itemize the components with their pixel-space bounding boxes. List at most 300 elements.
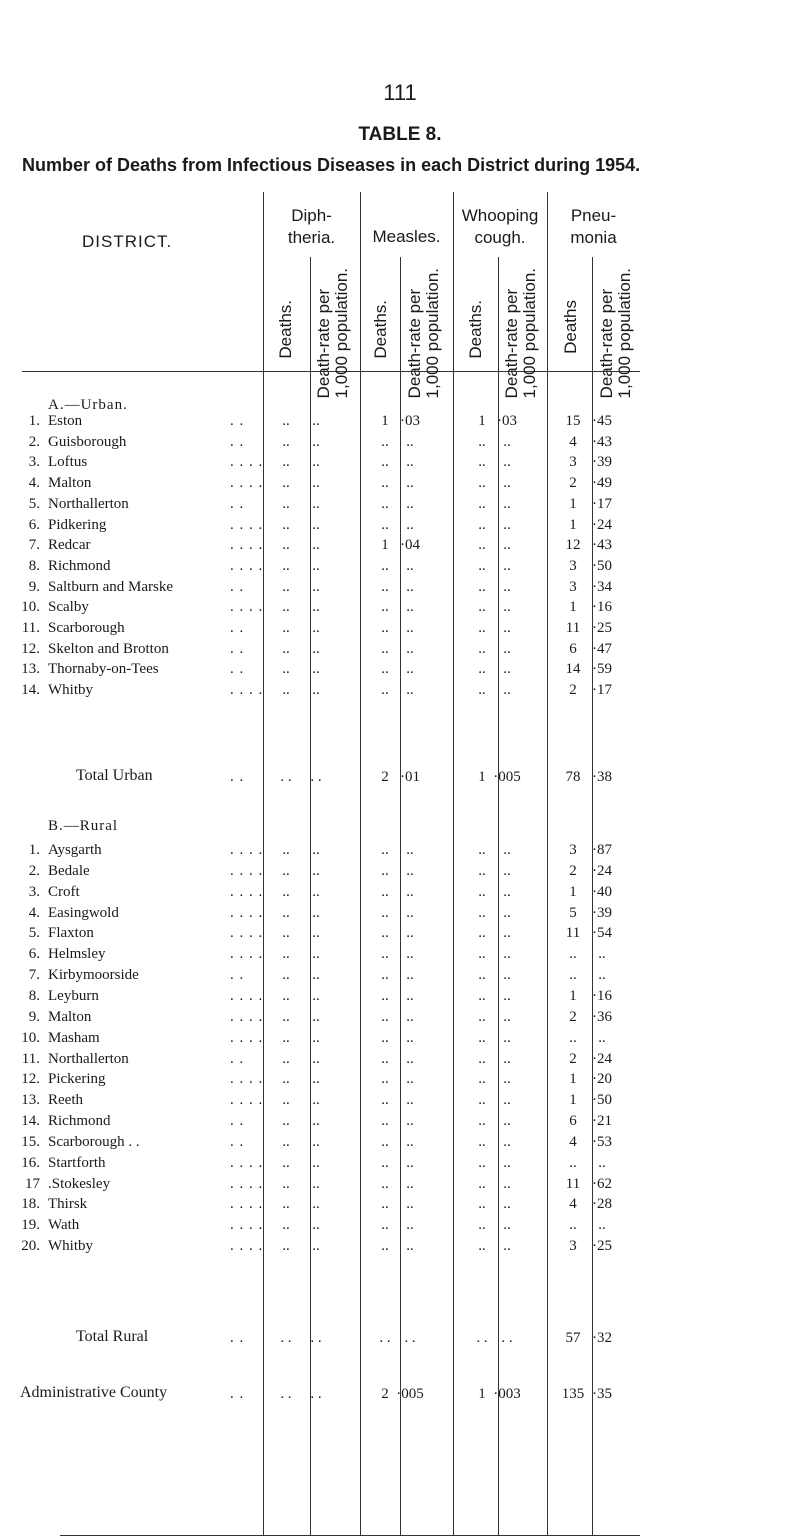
district-name: Whitby	[48, 682, 93, 699]
table-row	[0, 1153, 800, 1173]
cell-value: ·25	[592, 620, 612, 636]
cell-value: ..	[312, 1092, 320, 1109]
row-number: 4.	[28, 475, 40, 492]
cell-value: ·40	[592, 883, 612, 900]
cell-value: . .	[280, 1386, 292, 1402]
cell-value: 78	[565, 769, 581, 785]
cell-value: 4	[569, 433, 577, 450]
cell-value: ..	[282, 578, 290, 595]
cell-value: ..	[478, 1133, 486, 1150]
district-name: Eston	[48, 413, 83, 429]
cell-value: ..	[478, 682, 486, 699]
district-name: Leyburn	[48, 987, 99, 1004]
cell-value: ·43	[592, 433, 612, 450]
cell-value: ..	[312, 640, 320, 657]
cell-value: ..	[381, 640, 389, 657]
cell-value: 3	[569, 842, 577, 858]
table-row	[0, 1111, 800, 1131]
district-name: Masham	[48, 1029, 100, 1046]
table-row	[0, 680, 800, 700]
cell-value: ..	[282, 495, 290, 512]
cell-value: ..	[381, 1050, 389, 1067]
cell-value: ..	[381, 1175, 389, 1192]
leader-dots: . . . .	[230, 557, 264, 574]
cell-value: ..	[381, 883, 389, 900]
cell-value: ..	[406, 1071, 414, 1088]
cell-value: ..	[503, 1133, 511, 1150]
cell-value: ..	[569, 1029, 577, 1046]
table-row	[0, 535, 800, 555]
cell-value: . .	[379, 1330, 391, 1346]
cell-value: ..	[503, 862, 511, 879]
cell-value: 1	[569, 883, 577, 900]
cell-value: ..	[503, 516, 511, 533]
cell-value: ..	[406, 1113, 414, 1130]
cell-value: ..	[503, 987, 511, 1004]
cell-value: ·03	[400, 413, 420, 429]
cell-value: ..	[381, 925, 389, 942]
table-row	[0, 1028, 800, 1048]
row-number: 20.	[21, 1238, 40, 1255]
district-name: Bedale	[48, 862, 90, 879]
cell-value: ..	[569, 1217, 577, 1234]
district-name: Helmsley	[48, 946, 106, 963]
cell-value: ..	[282, 661, 290, 678]
cell-value: ..	[282, 987, 290, 1004]
cell-value: ·03	[497, 413, 517, 429]
cell-value: ..	[381, 578, 389, 595]
cell-value: ..	[478, 987, 486, 1004]
leader-dots: . .	[230, 1133, 245, 1150]
cell-value: 135	[561, 1386, 585, 1402]
cell-value: ..	[282, 1217, 290, 1234]
leader-dots: . .	[230, 495, 245, 512]
row-number: 3.	[28, 454, 40, 471]
table-row	[0, 515, 800, 535]
leader-dots: . . . .	[230, 987, 264, 1004]
cell-value: ·38	[592, 769, 612, 785]
cell-value: ..	[381, 842, 389, 858]
cell-value: ..	[282, 842, 290, 858]
row-number: 8.	[28, 557, 40, 574]
leader-dots: . . . .	[230, 904, 264, 921]
table-row	[0, 1236, 800, 1256]
table-subtitle: Number of Deaths from Infectious Diseases in each District during 1954.	[22, 155, 641, 175]
leader-dots: . . . .	[230, 1238, 264, 1255]
cell-value: ..	[503, 599, 511, 616]
cell-value: ·17	[592, 682, 612, 699]
cell-value: ..	[406, 578, 414, 595]
table-row	[0, 861, 800, 881]
district-name: Malton	[48, 1008, 92, 1025]
cell-value: ..	[381, 1071, 389, 1088]
cell-value: . .	[476, 1330, 488, 1346]
cell-value: ..	[312, 1133, 320, 1150]
cell-value: 1	[569, 987, 577, 1004]
leader-dots: . . . .	[230, 946, 264, 963]
cell-value: ..	[312, 557, 320, 574]
leader-dots: . . . .	[230, 516, 264, 533]
cell-value: ..	[503, 1008, 511, 1025]
cell-value: ..	[381, 946, 389, 963]
leader-dots: . . . .	[230, 1071, 264, 1088]
district-name: .Stokesley	[48, 1175, 111, 1192]
cell-value: 1	[569, 516, 577, 533]
header-death-rate: Death-rate per 1,000 population.	[597, 268, 634, 399]
cell-value: ..	[312, 1113, 320, 1130]
cell-value: ..	[312, 1050, 320, 1067]
cell-value: ..	[381, 1113, 389, 1130]
leader-dots: . . . .	[230, 599, 264, 616]
district-name: Loftus	[48, 454, 88, 471]
cell-value: ·62	[592, 1175, 612, 1192]
cell-value: ..	[478, 883, 486, 900]
row-number: 5.	[28, 495, 40, 512]
cell-value: ..	[282, 904, 290, 921]
cell-value: ..	[282, 1113, 290, 1130]
cell-value: ..	[381, 495, 389, 512]
cell-value: ..	[598, 946, 606, 963]
cell-value: ..	[478, 1050, 486, 1067]
row-number: 14.	[21, 682, 40, 699]
cell-value: ..	[381, 1029, 389, 1046]
cell-value: ..	[312, 883, 320, 900]
table-row	[0, 411, 800, 431]
cell-value: ..	[381, 1092, 389, 1109]
cell-value: ..	[282, 1050, 290, 1067]
cell-value: ..	[312, 599, 320, 616]
header-district: DISTRICT.	[82, 232, 173, 251]
table-row	[0, 494, 800, 514]
district-name: Kirbymoorside	[48, 967, 139, 984]
cell-value: ..	[312, 620, 320, 636]
table-row	[0, 556, 800, 576]
cell-value: ..	[569, 967, 577, 984]
table-row	[0, 1132, 800, 1152]
cell-value: ..	[598, 1029, 606, 1046]
county-label: Administrative County	[20, 1384, 168, 1401]
cell-value: ·003	[493, 1386, 521, 1402]
leader-dots: . .	[230, 578, 245, 595]
table-row	[0, 1069, 800, 1089]
cell-value: ·54	[592, 925, 612, 942]
cell-value: ..	[282, 682, 290, 699]
leader-dots: . .	[230, 413, 245, 429]
cell-value: 1	[569, 599, 577, 616]
cell-value: ..	[503, 537, 511, 554]
cell-value: ..	[282, 1092, 290, 1109]
table-row	[0, 1215, 800, 1235]
cell-value: ..	[282, 1008, 290, 1025]
cell-value: ·49	[592, 475, 612, 492]
leader-dots: . .	[230, 661, 245, 678]
cell-value: ..	[478, 1238, 486, 1255]
cell-value: ..	[312, 1196, 320, 1213]
cell-value: ..	[282, 413, 290, 429]
cell-value: ..	[406, 599, 414, 616]
cell-value: ..	[312, 495, 320, 512]
cell-value: ..	[503, 682, 511, 699]
cell-value: 2	[569, 862, 577, 879]
cell-value: ..	[312, 1008, 320, 1025]
district-name: Saltburn and Marske	[48, 578, 173, 595]
district-name: Richmond	[48, 557, 111, 574]
district-name: Pidkering	[48, 516, 107, 533]
cell-value: ..	[312, 516, 320, 533]
district-name: Aysgarth	[48, 842, 102, 858]
cell-value: 3	[569, 557, 577, 574]
cell-value: ..	[406, 1154, 414, 1171]
cell-value: ..	[381, 862, 389, 879]
cell-value: ..	[312, 433, 320, 450]
cell-value: ..	[503, 1154, 511, 1171]
table-row	[0, 1174, 800, 1194]
cell-value: ·28	[592, 1196, 612, 1213]
cell-value: ·47	[592, 640, 612, 657]
cell-value: ..	[282, 925, 290, 942]
cell-value: ..	[406, 620, 414, 636]
cell-value: ..	[381, 1133, 389, 1150]
cell-value: 3	[569, 454, 577, 471]
cell-value: ..	[381, 475, 389, 492]
cell-value: ..	[282, 640, 290, 657]
cell-value: ..	[282, 516, 290, 533]
cell-value: ..	[381, 557, 389, 574]
leader-dots: . .	[230, 1330, 245, 1346]
header-death-rate: Death-rate per 1,000 population.	[314, 268, 351, 399]
table-row	[0, 577, 800, 597]
row-number: 19.	[21, 1217, 40, 1234]
cell-value: ..	[282, 1029, 290, 1046]
cell-value: ..	[381, 1238, 389, 1255]
cell-value: ..	[312, 1175, 320, 1192]
leader-dots: . . . .	[230, 842, 264, 858]
table-row	[0, 597, 800, 617]
cell-value: ·87	[592, 842, 612, 858]
cell-value: . .	[280, 1330, 292, 1346]
cell-value: 3	[569, 1238, 577, 1255]
cell-value: ..	[381, 433, 389, 450]
cell-value: ..	[381, 1008, 389, 1025]
cell-value: ·16	[592, 987, 612, 1004]
cell-value: ..	[381, 620, 389, 636]
cell-value: ..	[312, 454, 320, 471]
header-deaths: Deaths.	[466, 300, 485, 359]
cell-value: 4	[569, 1196, 577, 1213]
cell-value: ..	[381, 661, 389, 678]
cell-value: ..	[312, 537, 320, 554]
cell-value: 1	[569, 1092, 577, 1109]
header-measles: Measles.	[372, 227, 441, 246]
district-name: Whitby	[48, 1238, 93, 1255]
cell-value: ·36	[592, 1008, 612, 1025]
district-name: Reeth	[48, 1092, 83, 1109]
cell-value: ..	[503, 1092, 511, 1109]
cell-value: ..	[312, 987, 320, 1004]
table-row	[0, 659, 800, 679]
cell-value: ..	[503, 620, 511, 636]
cell-value: ..	[478, 946, 486, 963]
table-title: TABLE 8.	[358, 124, 442, 145]
cell-value: ..	[282, 967, 290, 984]
table-row	[0, 1384, 800, 1404]
row-number: 9.	[28, 1008, 40, 1025]
cell-value: ..	[503, 640, 511, 657]
cell-value: ..	[406, 1217, 414, 1234]
cell-value: 6	[569, 1113, 577, 1130]
cell-value: ..	[478, 578, 486, 595]
cell-value: 2	[381, 769, 389, 785]
cell-value: 2	[381, 1386, 389, 1402]
cell-value: ..	[406, 1238, 414, 1255]
cell-value: ..	[312, 946, 320, 963]
leader-dots: . . . .	[230, 1175, 264, 1192]
cell-value: ..	[381, 967, 389, 984]
cell-value: ..	[478, 1154, 486, 1171]
cell-value: ..	[406, 925, 414, 942]
cell-value: ..	[406, 1092, 414, 1109]
row-number: 11.	[21, 1050, 40, 1067]
table-row	[0, 965, 800, 985]
cell-value: ·21	[592, 1113, 612, 1130]
cell-value: ..	[282, 620, 290, 636]
cell-value: ..	[406, 1029, 414, 1046]
row-number: 17	[25, 1175, 40, 1192]
cell-value: ·005	[493, 769, 521, 785]
cell-value: ..	[478, 1175, 486, 1192]
cell-value: 6	[569, 640, 577, 657]
cell-value: ..	[503, 1238, 511, 1255]
cell-value: ·04	[400, 537, 420, 554]
header-whooping-cough: Whooping cough.	[461, 206, 539, 247]
cell-value: ·25	[592, 1238, 612, 1255]
table-row	[0, 1007, 800, 1027]
district-name: Malton	[48, 475, 92, 492]
cell-value: 2	[569, 1008, 577, 1025]
cell-value: ..	[406, 475, 414, 492]
cell-value: ..	[381, 516, 389, 533]
cell-value: ..	[478, 1113, 486, 1130]
cell-value: 57	[565, 1330, 581, 1346]
district-name: Skelton and Brotton	[48, 640, 169, 657]
cell-value: 11	[565, 1175, 581, 1192]
cell-value: ·39	[592, 904, 612, 921]
cell-value: ..	[478, 842, 486, 858]
district-name: Thornaby-on-Tees	[48, 661, 159, 678]
cell-value: ·35	[592, 1386, 612, 1402]
cell-value: ..	[598, 1217, 606, 1234]
cell-value: 1	[381, 413, 389, 429]
leader-dots: . . . .	[230, 883, 264, 900]
cell-value: ..	[406, 1196, 414, 1213]
cell-value: ..	[569, 946, 577, 963]
cell-value: ..	[381, 454, 389, 471]
district-name: Scarborough . .	[48, 1133, 140, 1150]
cell-value: ..	[406, 904, 414, 921]
cell-value: ..	[406, 640, 414, 657]
cell-value: 5	[569, 904, 577, 921]
leader-dots: . .	[230, 967, 245, 984]
cell-value: ..	[282, 1196, 290, 1213]
cell-value: ..	[282, 433, 290, 450]
cell-value: ..	[381, 682, 389, 699]
cell-value: ..	[406, 557, 414, 574]
leader-dots: . . . .	[230, 925, 264, 942]
row-number: 15.	[21, 1133, 40, 1150]
cell-value: ..	[312, 1071, 320, 1088]
row-number: 4.	[28, 904, 40, 921]
cell-value: ..	[478, 925, 486, 942]
cell-value: ..	[503, 557, 511, 574]
cell-value: ..	[503, 578, 511, 595]
cell-value: ..	[406, 495, 414, 512]
cell-value: ..	[312, 1154, 320, 1171]
cell-value: ..	[503, 883, 511, 900]
cell-value: ·01	[400, 769, 420, 785]
cell-value: 15	[565, 413, 581, 429]
cell-value: 1	[478, 769, 486, 785]
cell-value: 11	[565, 620, 581, 636]
cell-value: ..	[503, 1196, 511, 1213]
cell-value: ..	[406, 454, 414, 471]
urban-section-title: A.—Urban.	[48, 397, 128, 413]
cell-value: ..	[312, 967, 320, 984]
cell-value: 1	[569, 1071, 577, 1088]
cell-value: ..	[478, 967, 486, 984]
cell-value: ..	[478, 904, 486, 921]
cell-value: ·45	[592, 413, 612, 429]
cell-value: ..	[282, 862, 290, 879]
cell-value: 3	[569, 578, 577, 595]
row-number: 13.	[21, 661, 40, 678]
district-name: Startforth	[48, 1154, 106, 1171]
cell-value: ..	[478, 557, 486, 574]
cell-value: ..	[282, 946, 290, 963]
leader-dots: . . . .	[230, 1154, 264, 1171]
district-name: Flaxton	[48, 925, 94, 942]
leader-dots: . . . .	[230, 475, 264, 492]
cell-value: ..	[282, 599, 290, 616]
cell-value: ..	[478, 661, 486, 678]
district-name: Guisborough	[48, 433, 127, 450]
cell-value: ..	[406, 661, 414, 678]
header-deaths: Deaths.	[371, 300, 390, 359]
cell-value: ..	[478, 599, 486, 616]
cell-value: ·20	[592, 1071, 612, 1088]
cell-value: ..	[503, 661, 511, 678]
leader-dots: . .	[230, 1050, 245, 1067]
cell-value: ..	[406, 1175, 414, 1192]
cell-value: ..	[478, 1071, 486, 1088]
cell-value: ..	[381, 1217, 389, 1234]
cell-value: ·50	[592, 1092, 612, 1109]
district-name: Croft	[48, 883, 80, 900]
table-row	[0, 432, 800, 452]
table-row	[0, 618, 800, 638]
row-number: 9.	[28, 578, 40, 595]
cell-value: ..	[406, 987, 414, 1004]
cell-value: ..	[282, 1133, 290, 1150]
cell-value: ..	[381, 987, 389, 1004]
cell-value: ..	[312, 842, 320, 858]
leader-dots: . . . .	[230, 862, 264, 879]
leader-dots: . . . .	[230, 1092, 264, 1109]
cell-value: 12	[565, 537, 581, 554]
cell-value: ..	[381, 599, 389, 616]
row-number: 12.	[21, 1071, 40, 1088]
cell-value: ..	[478, 620, 486, 636]
cell-value: ..	[312, 1238, 320, 1255]
